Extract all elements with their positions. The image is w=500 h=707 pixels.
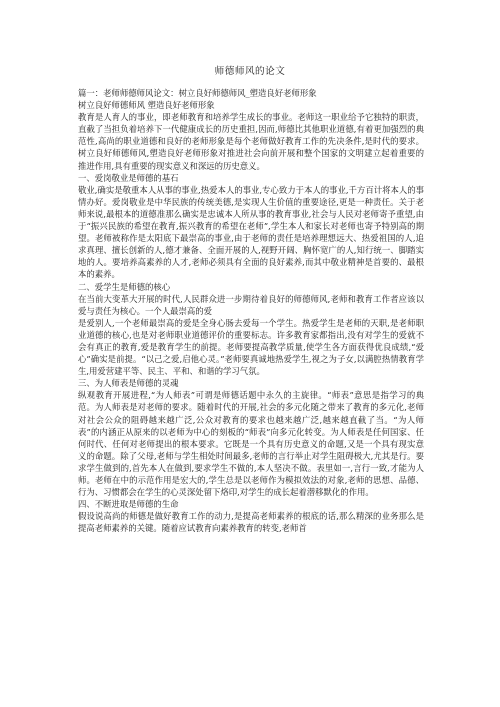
section-3-paragraph: 纵观教育开展进程,“为人师表”可谓是师德话题中永久的主旋律。“师表”意思是指学习的典范。为人师表是对老师的要求。随着时代的开展,社会的多元化随之带来了教育的多元化,老师对社会公众的阻碍越来越广泛,公众对教育的要求也越来越广泛,越来越直截了当。“为人师表”的内涵正从原来的以老师为中心的刻板的“师表”向多元化转变。为人师表是任何国家、任何时代、任何对老师提出的根本要求。它既是一个具有历史意义的命题,又是一个具有现实意义的命题。除了父母,老师与学生相处时间最多,老师的言行举止对学生阻碍极大,尤其是行。要求学生做到的,首先本人在做到,要求学生不做的,本人坚决不做。表里如一,言行一致,才能为人师。老师在中的示范作用是宏大的,学生总是以老师作为模拟效法的对象,老师的思想、品德、行为、习惯都会在学生的心灵深处留下烙印,对学生的成长起着潜移默化的作用。 xyxy=(78,390,424,498)
article-subheading: 树立良好师德师风 塑造良好老师形象 xyxy=(78,100,215,111)
article-heading: 篇一：老师师德师风论文：树立良好师德师风_塑造良好老师形象 xyxy=(78,88,317,98)
section-heading-2: 二、爱学生是师德的核心 xyxy=(78,281,171,292)
document-body xyxy=(78,87,424,534)
section-heading-3: 三、为人师表是师德的灵魂 xyxy=(78,378,179,389)
section-1-paragraph: 敬业,确实是敬重本人从事的事业,热爱本人的事业,专心致力于本人的事业,千方百计将本人的事情办好。爱岗敬业是中华民族的传统美德,是实现人生价值的重要途径,更是一种责任。关于老师来说,最根本的道德准那么确实是忠诚本人所从事的教育事业,社会与人民对老师寄予重望,由于“振兴民族的希望在教育,振兴教育的希望在老师”,学生本人和家长对老师也寄予特别高的期望。老师被称作是太阳底下最崇高的事业,由于老师的责任是培养理想远大、热爱祖国的人,追求真理、擅长创新的人,德才兼备、全面开展的人,视野开阔、胸怀宽广的人,知行统一、脚踏实地的人。要培养高素养的人才,老师必须具有全面的良好素养,而其中敬业精神是首要的、最根本的素养。 xyxy=(78,184,424,280)
intro-paragraph: 教育是人育人的事业，即老师教育和培养学生成长的事业。老师这一职业给予它独特的职责，直截了当担负着培养下一代健康成长的历史重担,因而,师德比其他职业道德,有着更加强烈的典范性,高尚的职业道德和良好的老师形象是每个老师做好教育工作的先决条件,是时代的要求。树立良好师德师风,塑造良好老师形象对推进社会向前开展和整个国家的文明建立起着重要的推进作用,具有重要的现实意义和深远的历史意义。 xyxy=(78,112,424,171)
section-heading-1: 一、爱岗敬业是师德的基石 xyxy=(78,172,179,183)
section-4-paragraph: 假设说高尚的师德是做好教育工作的动力,是提高老师素养的根底的话,那么精深的业务那么是提高老师素养的关键。随着应试教育向素养教育的转变,老师首 xyxy=(78,511,424,534)
section-heading-4: 四、不断进取是师德的生命 xyxy=(78,499,179,510)
document-title: 师德师风的论文 xyxy=(214,66,286,77)
section-2-paragraph-b: 是爱别人,一个老师最崇高的爱是全身心肠去爱每一个学生。热爱学生是老师的天职,是老师职业道德的核心,也是对老师职业道德评价的重要标志。许多教育家都指出,没有对学生的爱就不会有真正的教育,爱是教育学生的前提。老师要提高教学质量,使学生各方面获得优良成绩,“爱心”确实是前提。“以己之爱,启他心灵。”老师要真诚地热爱学生,视之为子女,以满腔热情教育学生,用爱营建平等、民主、平和、和谐的学习气氛。 xyxy=(78,317,424,377)
section-2-paragraph-a: 在当前大变革大开展的时代,人民群众进一步期待着良好的师德师风,老师和教育工作者应该以爱与责任为核心。一个人最崇高的爱 xyxy=(78,293,424,316)
